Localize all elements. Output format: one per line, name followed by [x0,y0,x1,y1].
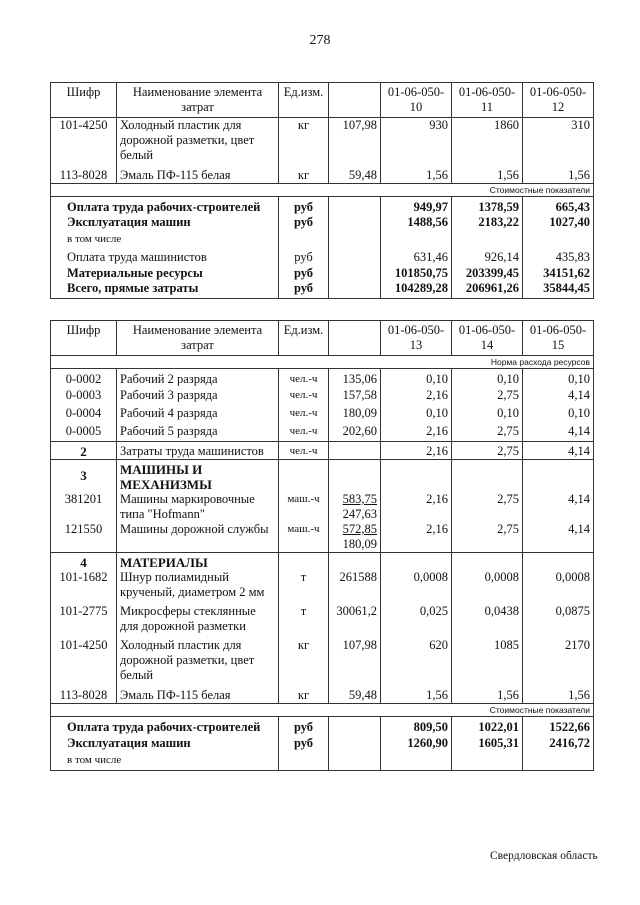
summary-value: 1027,40 [523,215,594,230]
price-denominator: 247,63 [342,507,377,521]
row-value [523,460,594,493]
table-header-row [51,321,594,356]
summary-value: 1260,90 [381,736,452,751]
row-value: 2170 [523,638,594,688]
summary-name: Эксплуатация машин [51,215,279,230]
summary-price [329,196,381,215]
row-code: 0-0004 [51,406,117,424]
summary-row [51,751,594,771]
row-code: 0-0005 [51,424,117,442]
row-value: 1,56 [452,688,523,704]
summary-value: 926,14 [452,247,523,266]
summary-unit: руб [279,281,329,299]
header-unit: Ед.изм. [279,83,329,118]
header-unit: Ед.изм. [279,321,329,356]
section-label-row [51,704,594,717]
row-value: 0,10 [452,369,523,388]
summary-unit: руб [279,247,329,266]
row-value: 0,0438 [452,604,523,638]
summary-row [51,215,594,230]
row-value [381,553,452,571]
row-name: Эмаль ПФ-115 белая [117,688,279,704]
summary-unit [279,751,329,771]
row-code: 101-1682 [51,570,117,604]
row-value [452,460,523,493]
row-value: 0,10 [381,369,452,388]
row-value: 4,14 [523,522,594,553]
row-value: 2,16 [381,492,452,522]
summary-name: Материальные ресурсы [51,266,279,281]
table-row [51,492,594,522]
summary-value [381,751,452,771]
row-price: 107,98 [329,118,381,168]
row-value: 1,56 [381,688,452,704]
row-value: 2,75 [452,424,523,442]
header-col-2: 01-06-050-11 [452,83,523,118]
row-value [381,460,452,493]
summary-value: 949,97 [381,196,452,215]
row-name: Рабочий 4 разряда [117,406,279,424]
row-value: 1860 [452,118,523,168]
row-value: 2,16 [381,442,452,460]
table-row [51,442,594,460]
summary-value [381,230,452,247]
section-label-row [51,183,594,196]
summary-name: Оплата труда машинистов [51,247,279,266]
header-col-3: 01-06-050-12 [523,83,594,118]
price-numerator: 572,85 [342,522,377,536]
row-price [329,553,381,571]
summary-unit: руб [279,215,329,230]
summary-unit: руб [279,736,329,751]
row-value: 0,0008 [452,570,523,604]
row-code: 121550 [51,522,117,553]
header-col-3: 01-06-050-15 [523,321,594,356]
row-value: 4,14 [523,388,594,406]
summary-name: в том числе [51,230,279,247]
section-title: МАТЕРИАЛЫ [117,553,279,571]
row-name: Рабочий 5 разряда [117,424,279,442]
table-row [51,168,594,184]
summary-value: 104289,28 [381,281,452,299]
row-unit: кг [279,688,329,704]
table-header-row [51,83,594,118]
summary-row [51,717,594,736]
header-price [329,83,381,118]
row-unit: т [279,604,329,638]
row-unit: чел.-ч [279,369,329,388]
row-value: 1,56 [452,168,523,184]
section-title: МАШИНЫ И МЕХАНИЗМЫ [117,460,279,493]
summary-name: в том числе [51,751,279,771]
summary-row [51,736,594,751]
summary-value: 34151,62 [523,266,594,281]
row-unit: кг [279,168,329,184]
row-value: 2,16 [381,424,452,442]
row-code: 0-0002 [51,369,117,388]
section-label: Стоимостные показатели [51,704,594,717]
row-price: 107,98 [329,638,381,688]
summary-value [452,230,523,247]
header-name: Наименование элемента затрат [117,83,279,118]
summary-row [51,266,594,281]
section-number: 3 [51,460,117,493]
section-heading-row [51,460,594,493]
row-code: 101-4250 [51,118,117,168]
row-code: 113-8028 [51,688,117,704]
summary-unit: руб [279,196,329,215]
row-value: 1085 [452,638,523,688]
row-unit: т [279,570,329,604]
table-row [51,388,594,406]
row-value [452,553,523,571]
summary-value: 2416,72 [523,736,594,751]
row-unit [279,460,329,493]
section-label-row [51,356,594,369]
row-value: 310 [523,118,594,168]
row-value: 4,14 [523,492,594,522]
table-row [51,638,594,688]
row-value: 2,75 [452,492,523,522]
summary-row [51,230,594,247]
row-price: 30061,2 [329,604,381,638]
row-value: 930 [381,118,452,168]
summary-price [329,751,381,771]
row-value: 2,75 [452,442,523,460]
row-price: 135,06 [329,369,381,388]
summary-price [329,266,381,281]
summary-row [51,196,594,215]
row-price: 59,48 [329,168,381,184]
summary-value [523,230,594,247]
summary-value: 1378,59 [452,196,523,215]
row-name: Холодный пластик для дорожной разметки, цвет белый [117,638,279,688]
footer-region: Свердловская область [490,850,598,862]
row-code: 113-8028 [51,168,117,184]
summary-name: Оплата труда рабочих-строителей [51,717,279,736]
header-price [329,321,381,356]
row-value: 0,10 [381,406,452,424]
summary-value: 101850,75 [381,266,452,281]
row-value: 4,14 [523,442,594,460]
summary-value: 809,50 [381,717,452,736]
summary-price [329,717,381,736]
header-col-1: 01-06-050-13 [381,321,452,356]
section-label: Стоимостные показатели [51,183,594,196]
row-unit: кг [279,638,329,688]
row-unit: маш.-ч [279,492,329,522]
row-value: 2,75 [452,522,523,553]
row-code: 381201 [51,492,117,522]
row-name: Машины дорожной службы [117,522,279,553]
row-unit: чел.-ч [279,442,329,460]
row-name: Эмаль ПФ-115 белая [117,168,279,184]
summary-unit: руб [279,717,329,736]
row-unit: кг [279,118,329,168]
row-name: Рабочий 3 разряда [117,388,279,406]
section-heading-row [51,553,594,571]
row-code: 101-4250 [51,638,117,688]
summary-price [329,736,381,751]
summary-value [452,751,523,771]
header-code: Шифр [51,83,117,118]
row-price: 59,48 [329,688,381,704]
summary-unit: руб [279,266,329,281]
row-name: Холодный пластик для дорожной разметки, цвет белый [117,118,279,168]
row-code: 2 [51,442,117,460]
summary-value: 2183,22 [452,215,523,230]
header-col-1: 01-06-050-10 [381,83,452,118]
row-code: 101-2775 [51,604,117,638]
row-value: 0,0008 [523,570,594,604]
row-value: 2,16 [381,388,452,406]
summary-value: 1488,56 [381,215,452,230]
summary-price [329,247,381,266]
summary-value: 1022,01 [452,717,523,736]
row-value: 0,025 [381,604,452,638]
summary-value [523,751,594,771]
row-value: 0,10 [523,406,594,424]
table-row [51,424,594,442]
summary-value: 665,43 [523,196,594,215]
row-value: 620 [381,638,452,688]
cost-table-2 [50,320,594,771]
table-row [51,369,594,388]
cost-table-1 [50,82,594,299]
row-code: 0-0003 [51,388,117,406]
row-unit: чел.-ч [279,388,329,406]
page-number: 278 [309,33,331,48]
table-row [51,570,594,604]
row-name: Машины маркировочные типа "Hofmann" [117,492,279,522]
summary-row [51,281,594,299]
summary-value: 35844,45 [523,281,594,299]
row-value: 2,16 [381,522,452,553]
price-denominator: 180,09 [342,537,377,551]
section-label: Норма расхода ресурсов [51,356,594,369]
row-value: 1,56 [381,168,452,184]
summary-value: 1605,31 [452,736,523,751]
table-row [51,406,594,424]
row-name: Затраты труда машинистов [117,442,279,460]
row-name: Микросферы стеклянные для дорожной разметки [117,604,279,638]
row-price [329,492,381,522]
row-value: 0,0875 [523,604,594,638]
summary-name: Всего, прямые затраты [51,281,279,299]
row-name: Рабочий 2 разряда [117,369,279,388]
summary-value: 203399,45 [452,266,523,281]
summary-name: Эксплуатация машин [51,736,279,751]
row-price: 180,09 [329,406,381,424]
row-value: 0,10 [523,369,594,388]
row-price [329,522,381,553]
summary-value: 435,83 [523,247,594,266]
summary-value: 1522,66 [523,717,594,736]
table-row [51,604,594,638]
price-numerator: 583,75 [342,492,377,506]
row-price [329,442,381,460]
row-name: Шнур полиамидный крученый, диаметром 2 мм [117,570,279,604]
row-value: 2,75 [452,388,523,406]
table-row [51,688,594,704]
section-number: 4 [51,553,117,571]
row-unit: чел.-ч [279,406,329,424]
row-value [523,553,594,571]
summary-price [329,281,381,299]
summary-price [329,215,381,230]
summary-name: Оплата труда рабочих-строителей [51,196,279,215]
header-col-2: 01-06-050-14 [452,321,523,356]
row-price [329,460,381,493]
table-row [51,522,594,553]
row-unit: маш.-ч [279,522,329,553]
row-unit [279,553,329,571]
row-price: 202,60 [329,424,381,442]
row-value: 1,56 [523,688,594,704]
header-code: Шифр [51,321,117,356]
summary-row [51,247,594,266]
summary-value: 631,46 [381,247,452,266]
row-unit: чел.-ч [279,424,329,442]
summary-value: 206961,26 [452,281,523,299]
row-value: 4,14 [523,424,594,442]
row-price: 157,58 [329,388,381,406]
row-price: 261588 [329,570,381,604]
summary-unit [279,230,329,247]
row-value: 0,10 [452,406,523,424]
row-value: 0,0008 [381,570,452,604]
table-row [51,118,594,168]
row-value: 1,56 [523,168,594,184]
header-name: Наименование элемента затрат [117,321,279,356]
summary-price [329,230,381,247]
